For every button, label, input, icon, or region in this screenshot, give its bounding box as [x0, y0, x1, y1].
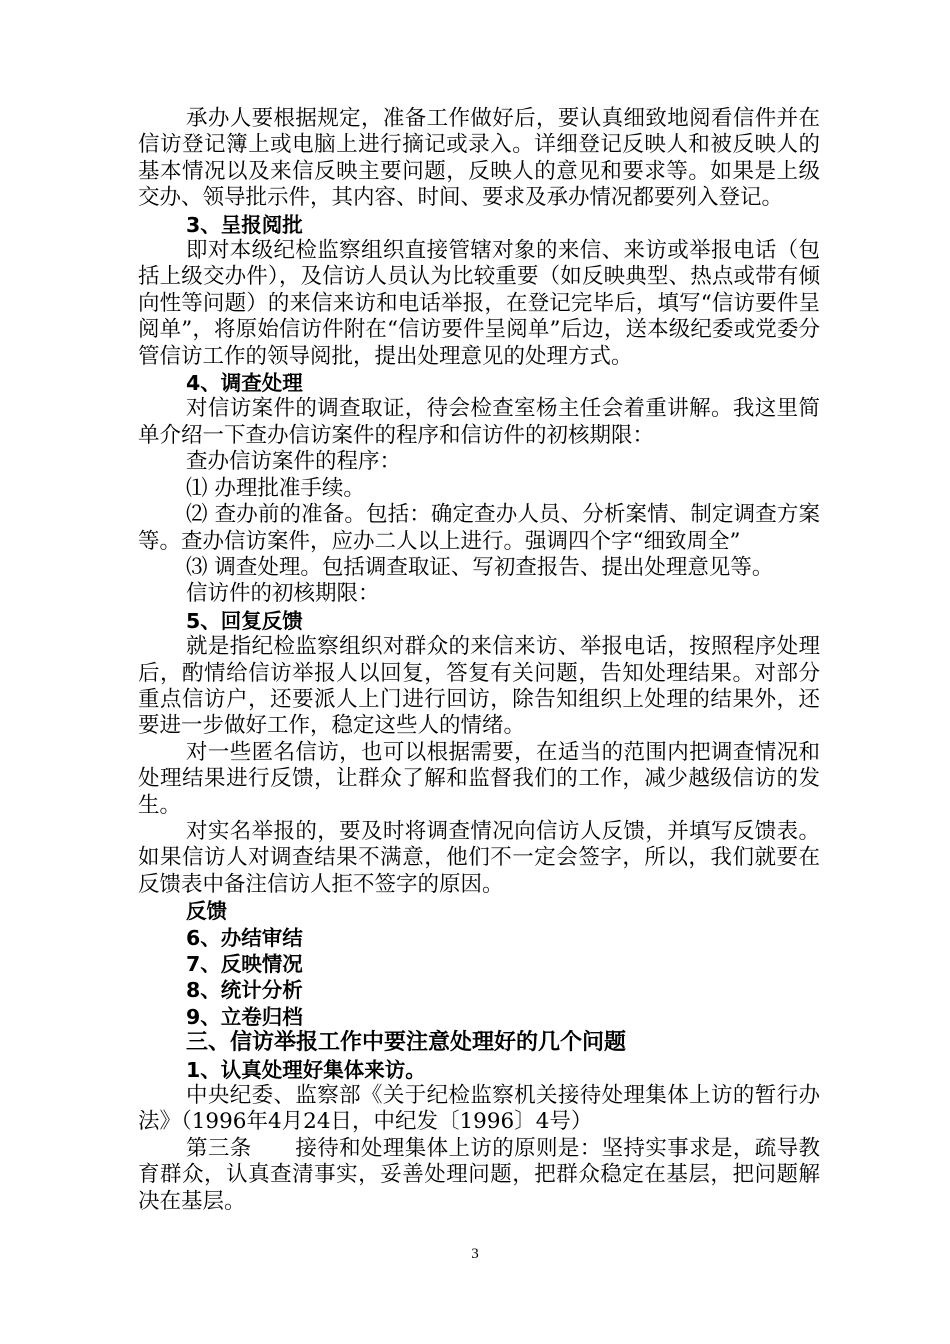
paragraph: 就是指纪检监察组织对群众的来信来访、举报电话，按照程序处理后，酌情给信访举报人以回复，答复有关问题，告知处理结果。对部分重点信访户，还要派人上门进行回访，除告知组织上处理的结果外，还要进一步做好工作，稳定这些人的情绪。 — [138, 634, 820, 739]
section-heading: 7、反映情况 — [186, 952, 303, 976]
document-body — [138, 106, 820, 1215]
page-number: 3 — [471, 1246, 479, 1262]
text-line: 查办信访案件的程序： — [186, 449, 402, 475]
section-heading: 反馈 — [186, 899, 227, 924]
paragraph: 中央纪委、监察部《关于纪检监察机关接待处理集体上访的暂行办法》（1996年4月24日，中纪发〔1996〕4号） — [138, 1083, 820, 1135]
paragraph: 对实名举报的，要及时将调查情况向信访人反馈，并填写反馈表。如果信访人对调查结果不满意，他们不一定会签字，所以，我们就要在反馈表中备注信访人拒不签字的原因。 — [138, 818, 820, 897]
paragraph: ⑵ 查办前的准备。包括：确定查办人员、分析案情、制定调查方案等。查办信访案件，应办二人以上进行。强调四个字“细致周全” — [138, 502, 820, 554]
text-line: ⑶ 调查处理。包括调查取证、写初查报告、提出处理意见等。 — [186, 554, 774, 580]
section-heading: 三、信访举报工作中要注意处理好的几个问题 — [186, 1030, 627, 1056]
text-line: 信访件的初核期限： — [186, 581, 380, 607]
section-heading: 8、统计分析 — [186, 978, 303, 1003]
paragraph: 承办人要根据规定，准备工作做好后，要认真细致地阅看信件并在信访登记簿上或电脑上进行摘记或录入。详细登记反映人和被反映人的基本情况以及来信反映主要问题，反映人的意见和要求等。如果是上级交办、领导批示件，其内容、时间、要求及承办情况都要列入登记。 — [138, 106, 820, 211]
text-line: ⑴ 办理批准手续。 — [186, 475, 365, 501]
section-heading: 1、认真处理好集体来访。 — [186, 1057, 426, 1082]
paragraph: 对一些匿名信访，也可以根据需要，在适当的范围内把调查情况和处理结果进行反馈，让群众了解和监督我们的工作，减少越级信访的发生。 — [138, 739, 820, 818]
section-heading: 6、办结审结 — [186, 925, 303, 950]
paragraph: 即对本级纪检监察组织直接管辖对象的来信、来访或举报电话（包括上级交办件），及信访人员认为比较重要（如反映典型、热点或带有倾向性等问题）的来信来访和电话举报，在登记完毕后，填写“信访要件呈阅单”，将原始信访件附在“信访要件呈阅单”后边，送本级纪委或党委分管信访工作的领导阅批，提出处理意见的处理方式。 — [138, 238, 820, 369]
section-heading: 9、立卷归档 — [186, 1004, 303, 1029]
paragraph: 第三条 接待和处理集体上访的原则是：坚持实事求是，疏导教育群众，认真查清事实，妥善处理问题，把群众稳定在基层，把问题解决在基层。 — [138, 1135, 820, 1214]
section-heading: 3、呈报阅批 — [186, 212, 303, 237]
section-heading: 4、调查处理 — [186, 371, 303, 396]
paragraph: 对信访案件的调查取证，待会检查室杨主任会着重讲解。我这里简单介绍一下查办信访案件的程序和信访件的初核期限： — [138, 396, 820, 448]
section-heading: 5、回复反馈 — [186, 608, 303, 633]
